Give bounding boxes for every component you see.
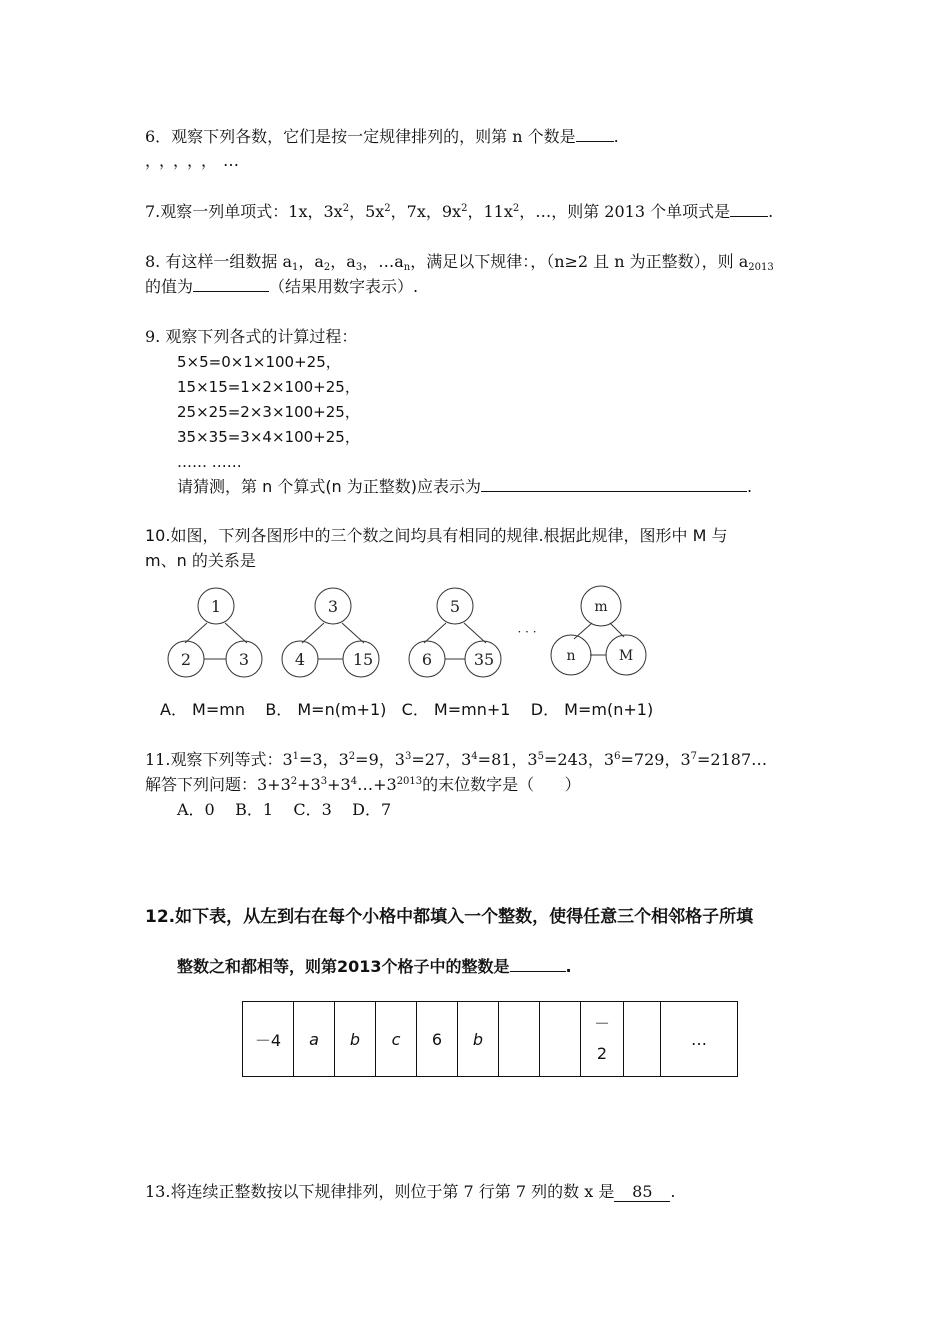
- q11-l1-p7: 4: [471, 751, 478, 762]
- fig2-top: 3: [327, 597, 339, 616]
- q7-suffix: ，…，则第 2013 个单项式是: [519, 202, 731, 221]
- q11-l2-p6: …+3: [357, 775, 397, 794]
- q7-exp-1: 2: [342, 203, 350, 214]
- q10-line1: 10.如图，下列各图形中的三个数之间均具有相同的规律.根据此规律，图形中 M 与: [145, 526, 728, 545]
- q8-line2: [145, 276, 418, 298]
- q7-line: [145, 201, 773, 223]
- q11-l1-p4: =9，3: [355, 750, 405, 769]
- fig4-right: M: [618, 648, 634, 664]
- q7-t2: ，5x: [349, 202, 385, 221]
- q8-m1: ，a: [298, 252, 324, 271]
- q11-l1-p0: 11.观察下列等式：3: [145, 750, 293, 769]
- q8-blank: [193, 277, 269, 292]
- fig1-right: 3: [238, 650, 250, 669]
- q11-l1-p11: 6: [614, 751, 621, 762]
- q12-line1: 12.如下表，从左到右在每个小格中都填入一个整数，使得任意三个相邻格子所填: [145, 907, 754, 927]
- q6-blank: [576, 127, 614, 142]
- fig2-right: 15: [352, 650, 374, 669]
- fig1-left: 2: [180, 650, 192, 669]
- grid-cell-2: a: [294, 1002, 335, 1077]
- q13-answer: 85: [614, 1183, 670, 1202]
- q11-l2-p4: +3: [327, 775, 351, 794]
- q6-end: .: [613, 127, 619, 146]
- q8-prefix: 8. 有这样一组数据 a: [145, 252, 292, 271]
- q7-t4: ，11x: [467, 202, 513, 221]
- fig-dots: · · ·: [517, 625, 537, 639]
- q7-end: .: [768, 202, 774, 221]
- q11-l2-p0: 解答下列问题：3+3: [145, 775, 291, 794]
- q7-blank: [730, 202, 768, 217]
- q9-line-4: 35×35=3×4×100+25，: [177, 428, 360, 446]
- q11-l2-p3: 3: [320, 776, 328, 787]
- q11-line1: [145, 749, 767, 771]
- q10-figures: [150, 580, 670, 685]
- q11-l1-p14: =2187…: [697, 750, 768, 769]
- fig2-left: 4: [294, 650, 306, 669]
- q11-l2-p8: 的末位数字是（ ）: [422, 775, 581, 794]
- table-row: [243, 1002, 738, 1077]
- q6-sequence: ，，，，，…: [145, 151, 246, 170]
- grid-cell-9-digit: 2: [596, 1044, 608, 1063]
- q9-guess-line: [177, 476, 752, 498]
- q11-l1-p13: 7: [690, 751, 698, 762]
- q11-options: A．0 B．1 C．3 D．7: [177, 800, 392, 819]
- q7-prefix: 7.观察一列单项式：1x，3x: [145, 202, 343, 221]
- q8-m2: ，a: [330, 252, 356, 271]
- q9-end: .: [747, 477, 753, 496]
- q9-line-2: 15×15=1×2×100+25，: [177, 378, 360, 396]
- q6-text: 6．观察下列各数，它们是按一定规律排列的，则第 n 个数是: [145, 127, 576, 146]
- grid-cell-1: －4: [243, 1002, 294, 1077]
- grid-cell-8: [540, 1002, 581, 1077]
- q8-m3: ，…a: [362, 252, 404, 271]
- grid-cell-4: c: [376, 1002, 417, 1077]
- q9-blank: [481, 477, 747, 492]
- q12-line2-text: 整数之和都相等，则第2013个格子中的整数是: [177, 957, 510, 976]
- q11-l1-p3: 2: [348, 751, 356, 762]
- grid-cell-3: b: [335, 1002, 376, 1077]
- q11-l1-p10: =243，3: [543, 750, 615, 769]
- q8-rest: ，满足以下规律：，（n≥2 且 n 为正整数），则 a: [410, 252, 749, 271]
- fig3-left: 6: [421, 650, 433, 669]
- q11-l1-p9: 5: [537, 751, 544, 762]
- q8-sub-n: n: [403, 262, 411, 273]
- q11-l2-p7: 2013: [396, 776, 423, 787]
- q9-title: 9. 观察下列各式的计算过程：: [145, 327, 358, 346]
- grid-cell-10: [624, 1002, 661, 1077]
- grid-cell-5: 6: [417, 1002, 458, 1077]
- grid-cell-9: [581, 1002, 624, 1077]
- q8-line2a: 的值为: [145, 277, 194, 296]
- q12-blank: [510, 957, 566, 972]
- q11-l1-p6: =27，3: [411, 750, 472, 769]
- q7-exp-3: 2: [461, 203, 468, 214]
- fig3-top: 5: [449, 597, 461, 616]
- q9-guess: 请猜测，第 n 个算式(n 为正整数)应表示为: [177, 477, 482, 496]
- q7-exp-2: 2: [384, 203, 391, 214]
- fig1-top: 1: [210, 597, 222, 616]
- q11-l1-p12: =729，3: [620, 750, 691, 769]
- fig4-left: n: [566, 648, 576, 664]
- q12-end: .: [565, 957, 572, 976]
- q9-line-3: 25×25=2×3×100+25，: [177, 403, 360, 421]
- q11-l1-p8: =81，3: [477, 750, 538, 769]
- q8-sub-1: 1: [291, 262, 299, 273]
- grid-cell-9-sign: －: [593, 1014, 610, 1033]
- q9-line-5: …… ……: [177, 453, 242, 471]
- q12-grid: [242, 1001, 738, 1077]
- q7-t3: ，7x，9x: [390, 202, 462, 221]
- grid-cell-7: [499, 1002, 540, 1077]
- q8-sub-2013: 2013: [748, 262, 774, 273]
- q6-line1: [145, 126, 619, 148]
- grid-cell-6: b: [458, 1002, 499, 1077]
- q11-l1-p2: =3，3: [299, 750, 349, 769]
- q8-sub-2: 2: [323, 262, 331, 273]
- q12-line2: [177, 956, 572, 978]
- q11-l2-p2: +3: [297, 775, 321, 794]
- q8-line2b: （结果用数字表示）.: [269, 277, 419, 296]
- q13-text: 13.将连续正整数按以下规律排列，则位于第 7 行第 7 列的数 x 是: [145, 1182, 615, 1201]
- q10-options: A． M=mn B． M=n(m+1) C． M=mn+1 D． M=m(n+1): [160, 700, 654, 719]
- q11-l1-p5: 3: [404, 751, 412, 762]
- q8-line1: [145, 251, 774, 273]
- q13-line: [145, 1181, 675, 1203]
- q11-line2: [145, 774, 581, 796]
- q9-line-1: 5×5=0×1×100+25，: [177, 353, 341, 371]
- q8-sub-3: 3: [355, 262, 363, 273]
- q11-l2-p1: 2: [290, 776, 298, 787]
- q13-end: .: [670, 1182, 676, 1201]
- grid-cell-11: …: [661, 1002, 738, 1077]
- q11-l2-p5: 4: [350, 776, 358, 787]
- q10-line2: m、n 的关系是: [145, 551, 256, 570]
- q11-l1-p1: 1: [292, 751, 300, 762]
- fig4-top: m: [594, 599, 608, 615]
- fig3-right: 35: [473, 650, 495, 669]
- q7-exp-4: 2: [512, 203, 520, 214]
